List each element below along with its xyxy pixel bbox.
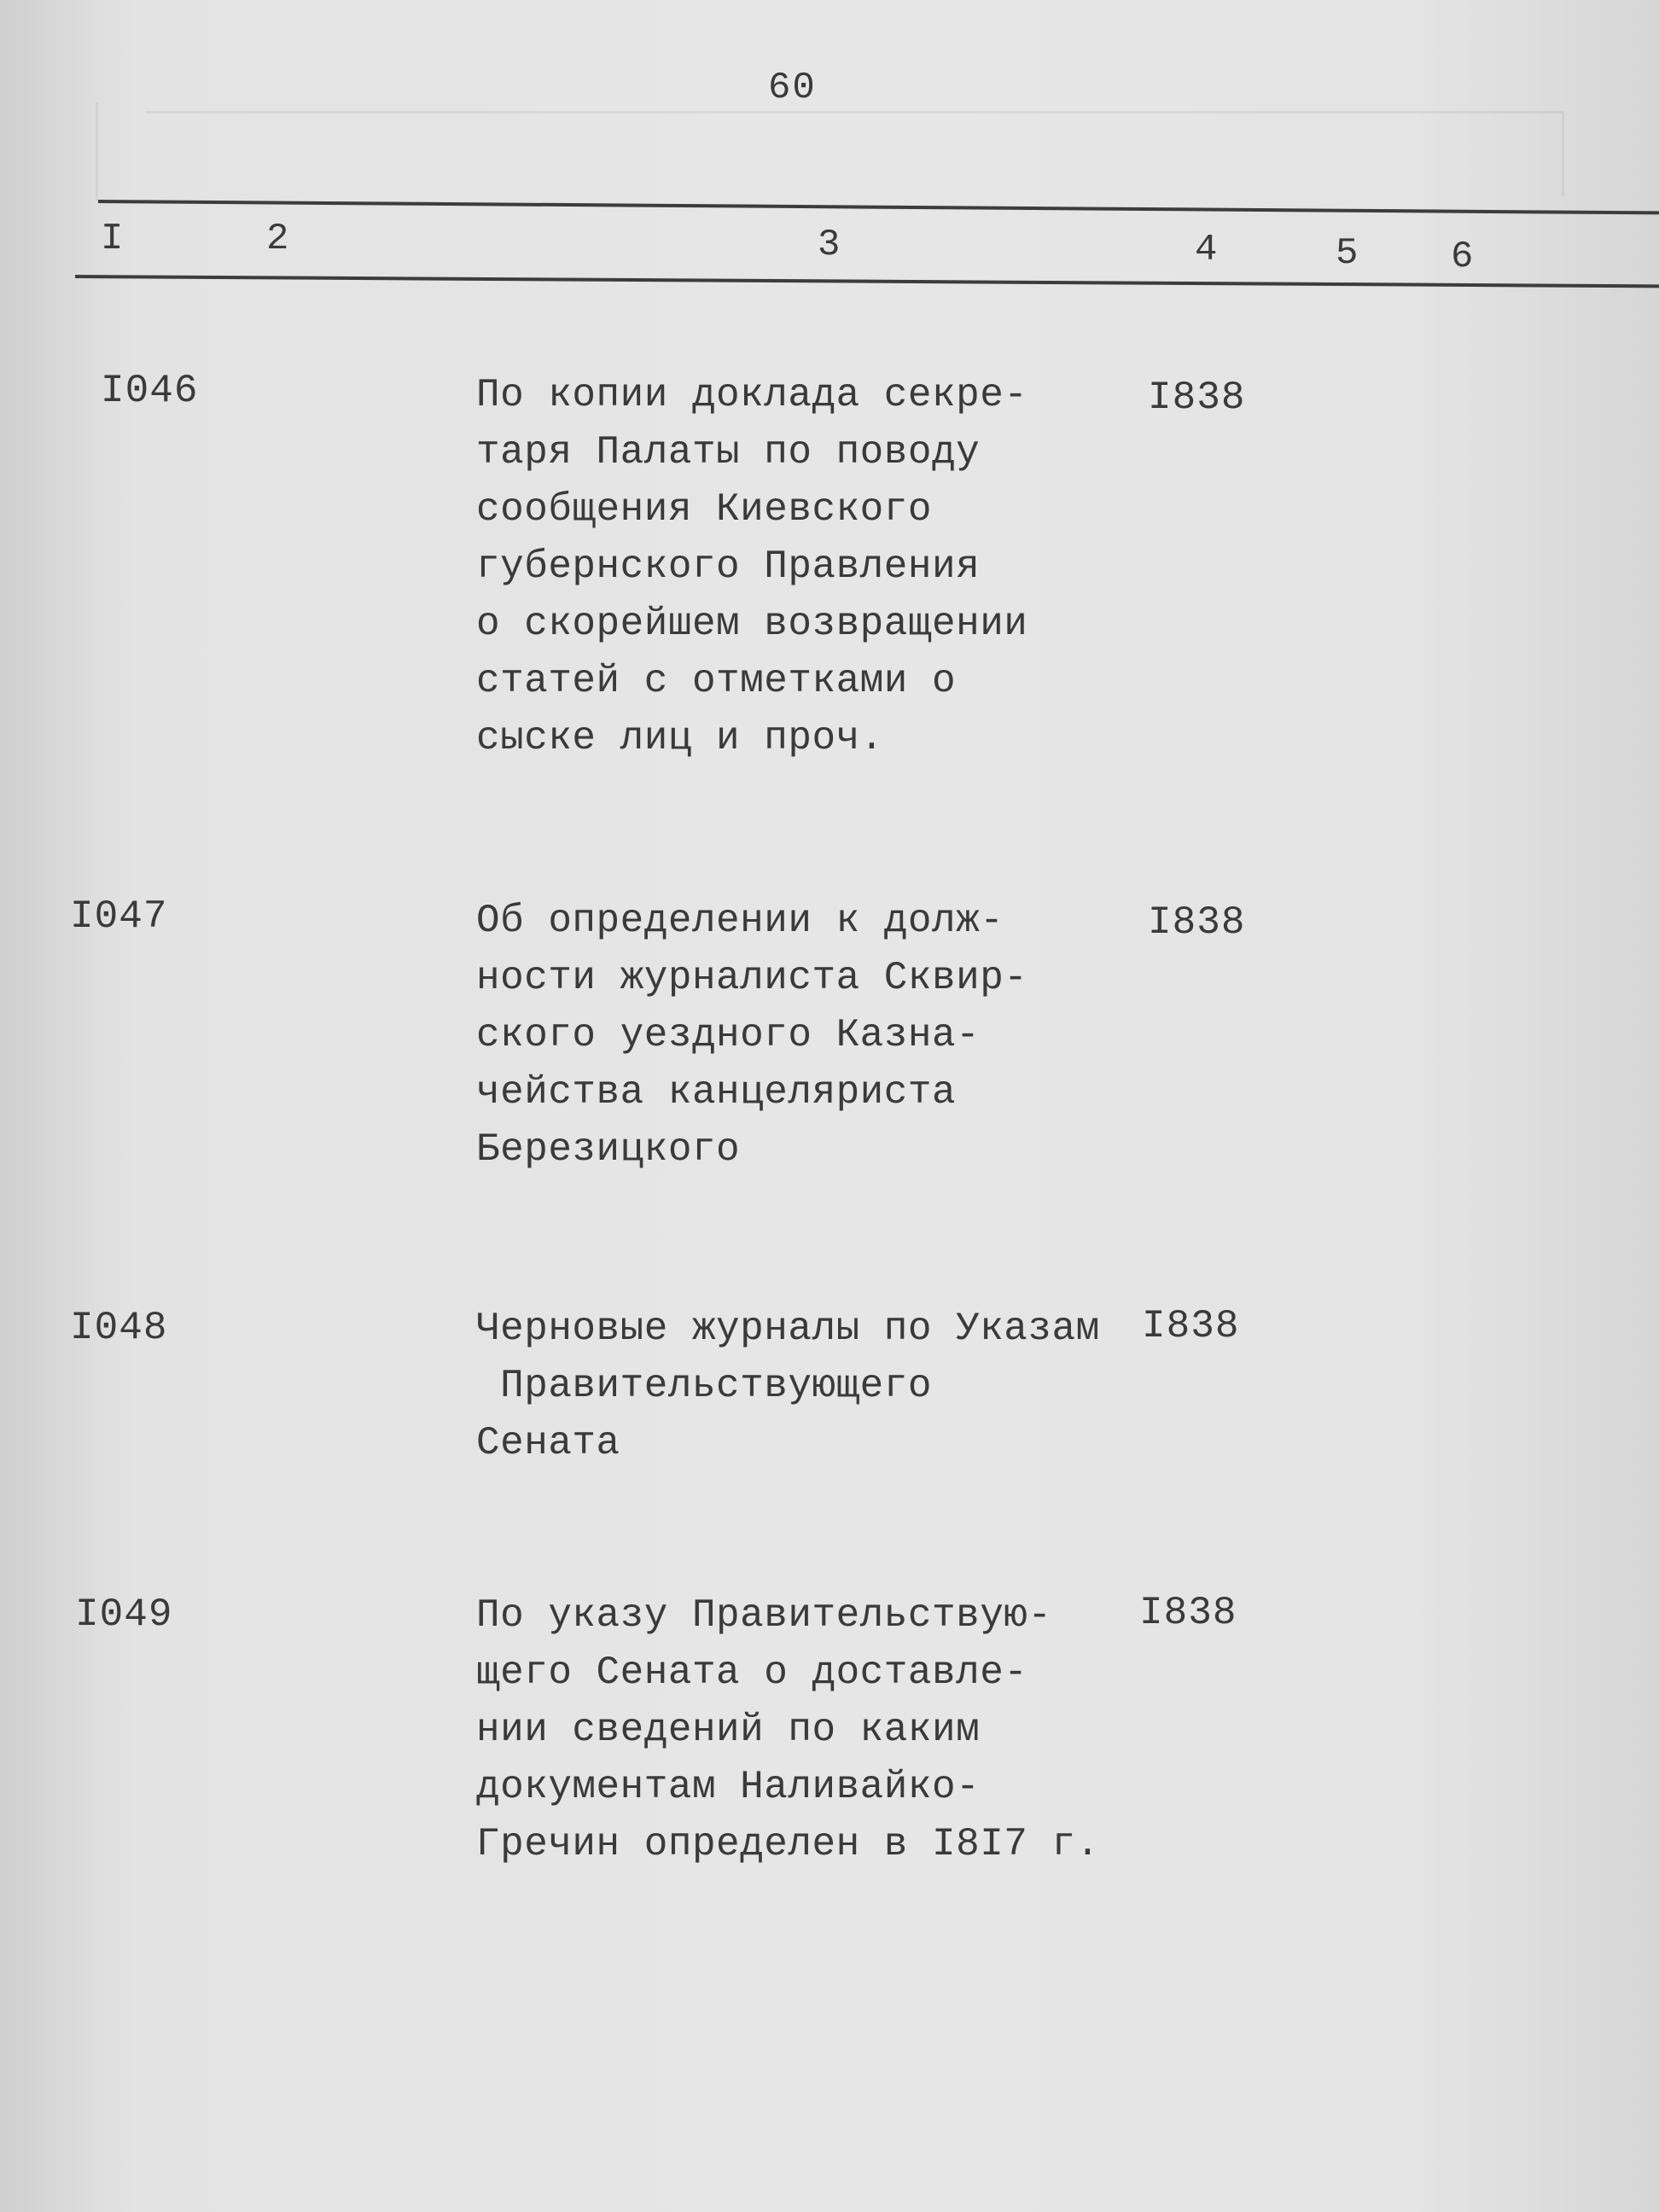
entry-year: I838 xyxy=(1148,900,1246,945)
entry-description: Черновые журналы по Указам Правительствующего Сената xyxy=(476,1307,1100,1465)
entry-description: Об определении к долж- ности журналиста Сквир- ского уездного Казна- чейства канцеляриста Березицкого xyxy=(476,899,1028,1172)
entry-year: I838 xyxy=(1142,1304,1240,1348)
header-rule-top xyxy=(98,200,1659,214)
column-header-2: 2 xyxy=(266,218,289,260)
column-header-6: 6 xyxy=(1451,236,1474,278)
entry-year: I838 xyxy=(1139,1591,1237,1635)
header-rule-bottom xyxy=(75,275,1659,288)
entry-number: I048 xyxy=(70,1306,168,1350)
entry-number: I049 xyxy=(75,1592,173,1637)
column-header-1: I xyxy=(101,218,124,260)
column-header-4: 4 xyxy=(1195,229,1218,271)
entry-description: По копии доклада секре- таря Палаты по поводу сообщения Киевского губернского Правления о скорейшем возвращении статей с отметками о сыске лиц и проч. xyxy=(476,373,1028,760)
entry-description: По указу Правительствую- щего Сената о доставле- нии сведений по каким документам Наливайко- Гречин определен в I8I7 г. xyxy=(476,1593,1100,1866)
page-number: 60 xyxy=(768,67,817,109)
column-header-3: 3 xyxy=(818,224,841,266)
entry-number: I046 xyxy=(101,369,199,413)
show-through-line xyxy=(1562,111,1564,196)
show-through-line xyxy=(96,102,98,201)
show-through-line xyxy=(145,111,1562,114)
entry-number: I047 xyxy=(70,894,168,939)
entry-year: I838 xyxy=(1148,375,1246,420)
column-header-5: 5 xyxy=(1336,232,1359,275)
